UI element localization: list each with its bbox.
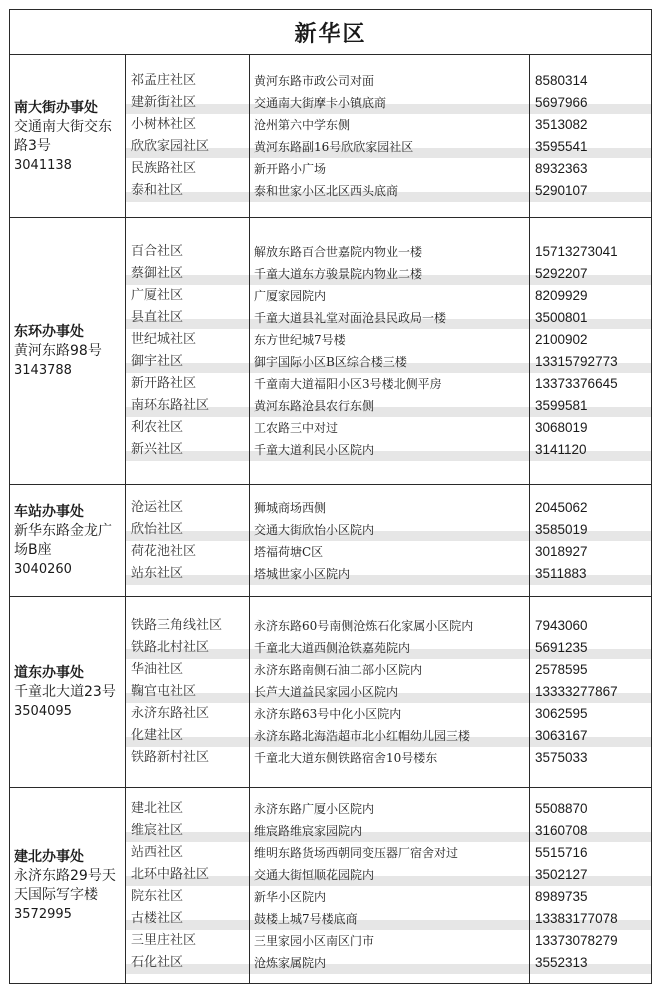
office-block (10, 485, 652, 597)
community-address: 永济东路南侧石油二部小区院内 (254, 663, 423, 677)
community-address: 交通大街欣怡小区院内 (250, 519, 529, 541)
community-phone: 3513082 (535, 117, 588, 132)
community-name: 欣欣家园社区 (126, 136, 249, 158)
community-phone: 2045062 (535, 499, 588, 515)
community-phone-list (530, 218, 651, 484)
community-address: 沧炼家属院内 (250, 952, 529, 974)
office-phone: 3041138 (14, 157, 72, 173)
community-name-list (126, 218, 249, 484)
community-phone-list (530, 788, 651, 983)
community-address: 黄河东路副16号欣欣家园社区 (250, 136, 529, 158)
community-address: 新开路小广场 (254, 162, 327, 176)
community-phone: 2578595 (535, 662, 588, 677)
community-name: 院东社区 (131, 888, 184, 904)
community-name: 维宸社区 (126, 820, 249, 842)
community-phone: 3062595 (535, 706, 588, 721)
community-name-column (126, 597, 250, 788)
community-phone-column (530, 218, 652, 485)
community-address: 塔福荷塘C区 (254, 544, 324, 559)
community-address: 千童南大道福阳小区3号楼北侧平房 (254, 377, 442, 391)
community-phone: 3500801 (530, 307, 651, 329)
community-address: 塔城世家小区院内 (250, 563, 529, 585)
district-title: 新华区 (10, 10, 652, 55)
community-name-list (126, 55, 249, 217)
community-phone: 3595541 (530, 136, 651, 158)
community-address-list (250, 597, 529, 787)
community-phone: 13315792773 (530, 351, 651, 373)
community-address: 长芦大道益民家园小区院内 (250, 681, 529, 703)
community-phone: 3552313 (530, 952, 651, 974)
community-phone-column (530, 485, 652, 597)
community-name: 铁路新村社区 (131, 750, 210, 765)
community-phone-list (530, 597, 651, 787)
community-name: 新兴社区 (126, 439, 249, 461)
community-address: 黄河东路市政公司对面 (254, 74, 375, 88)
community-phone: 3018927 (535, 543, 588, 559)
community-phone: 3063167 (530, 725, 651, 747)
office-phone: 3143788 (14, 363, 72, 378)
community-phone: 8209929 (535, 288, 588, 303)
community-name: 华油社区 (131, 662, 184, 677)
community-address-column (250, 218, 530, 485)
community-phone: 5508870 (535, 800, 588, 816)
community-address-list (250, 55, 529, 217)
community-phone: 13333277867 (530, 681, 651, 703)
office-name: 东环办事处 (14, 324, 84, 340)
community-phone: 13373376645 (535, 376, 618, 391)
office-name: 建北办事处 (14, 849, 84, 865)
community-name-list (126, 597, 249, 787)
community-phone: 15713273041 (535, 244, 618, 259)
office-info (14, 788, 121, 983)
community-phone: 2100902 (535, 332, 588, 347)
community-address: 千童大道东方骏景院内物业二楼 (250, 263, 529, 285)
community-name: 北环中路社区 (126, 864, 249, 886)
office-block (10, 788, 652, 984)
community-phone: 5697966 (530, 92, 651, 114)
community-address: 永济东路北海浩超市北小红帽幼儿园三楼 (250, 725, 529, 747)
community-address-column (250, 55, 530, 218)
community-address: 广厦家园院内 (254, 289, 327, 303)
office-block (10, 218, 652, 485)
office-info-cell (10, 55, 126, 218)
community-address: 千童北大道西侧沧铁嘉苑院内 (250, 637, 529, 659)
office-info (14, 597, 121, 787)
community-name: 县直社区 (126, 307, 249, 329)
office-info (14, 55, 121, 217)
office-info-cell (10, 597, 126, 788)
community-address-list (250, 485, 529, 596)
community-phone: 5292207 (530, 263, 651, 285)
office-address: 永济东路29号天天国际写字楼 (14, 868, 116, 903)
community-phone: 13383177078 (530, 908, 651, 930)
community-address-column (250, 485, 530, 597)
community-address: 御宇国际小区B区综合楼三楼 (250, 351, 529, 373)
community-phone: 8580314 (535, 73, 588, 88)
community-address: 维宸路维宸家园院内 (250, 820, 529, 842)
community-phone: 3585019 (530, 519, 651, 541)
directory-sheet (9, 9, 651, 975)
community-address: 永济东路63号中化小区院内 (254, 707, 402, 721)
community-address: 三里家园小区南区门市 (254, 933, 375, 948)
office-name: 道东办事处 (14, 665, 84, 681)
community-phone-list (530, 485, 651, 596)
office-info (14, 218, 121, 484)
community-name: 站东社区 (126, 563, 249, 585)
office-name: 南大街办事处 (14, 99, 98, 116)
directory-table (9, 9, 652, 984)
community-name: 建新街社区 (126, 92, 249, 114)
community-address: 交通大街恒顺花园院内 (250, 864, 529, 886)
community-phone: 3575033 (535, 750, 588, 765)
community-name: 广厦社区 (131, 288, 184, 303)
office-phone: 3040260 (14, 562, 72, 577)
community-name-column (126, 218, 250, 485)
community-address: 千童北大道东侧铁路宿舍10号楼东 (254, 751, 438, 765)
community-name: 蔡御社区 (126, 263, 249, 285)
community-phone: 5515716 (535, 844, 588, 860)
community-phone: 5290107 (530, 180, 651, 202)
community-name: 民族路社区 (131, 161, 197, 176)
community-phone-column (530, 597, 652, 788)
community-name: 利农社区 (131, 420, 184, 435)
community-phone-list (530, 55, 651, 217)
community-name: 小树林社区 (131, 117, 197, 132)
community-name: 祁孟庄社区 (131, 73, 197, 88)
office-address: 千童北大道23号 (14, 684, 116, 700)
community-address-column (250, 597, 530, 788)
office-block (10, 597, 652, 788)
community-address: 解放东路百合世嘉院内物业一楼 (254, 245, 423, 259)
community-phone: 3141120 (530, 439, 651, 461)
community-address: 鼓楼上城7号楼底商 (250, 908, 529, 930)
community-name: 古楼社区 (126, 908, 249, 930)
community-name: 百合社区 (131, 244, 184, 259)
community-name: 铁路三角线社区 (131, 618, 223, 633)
community-name-column (126, 55, 250, 218)
office-info-cell (10, 218, 126, 485)
community-phone: 13373078279 (535, 932, 618, 948)
community-address: 沧州第六中学东侧 (254, 118, 351, 132)
community-name: 御宇社区 (126, 351, 249, 373)
community-name-list (126, 485, 249, 596)
community-name: 建北社区 (131, 800, 184, 816)
office-name: 车站办事处 (14, 504, 84, 520)
community-address: 交通南大街摩卡小镇底商 (250, 92, 529, 114)
office-address: 交通南大街交东路3号 (14, 118, 112, 154)
community-name: 鞠官屯社区 (126, 681, 249, 703)
community-phone: 3502127 (530, 864, 651, 886)
community-name: 站西社区 (131, 844, 184, 860)
office-info-cell (10, 788, 126, 984)
community-address: 泰和世家小区北区西头底商 (250, 180, 529, 202)
office-info-cell (10, 485, 126, 597)
community-name-column (126, 788, 250, 984)
community-name: 世纪城社区 (131, 332, 197, 347)
community-address-list (250, 218, 529, 484)
community-phone-column (530, 55, 652, 218)
community-address: 永济东路60号南侧沧炼石化家属小区院内 (254, 619, 474, 633)
community-name: 新开路社区 (131, 376, 197, 391)
community-name: 荷花池社区 (131, 543, 197, 559)
office-address: 新华东路金龙广场B座 (14, 523, 112, 558)
community-name: 石化社区 (126, 952, 249, 974)
community-address: 维明东路货场西朝同变压器厂宿舍对过 (254, 845, 459, 860)
office-block (10, 55, 652, 218)
community-address: 千童大道利民小区院内 (250, 439, 529, 461)
community-name: 铁路北村社区 (126, 637, 249, 659)
community-address: 永济东路广厦小区院内 (254, 801, 375, 816)
community-phone: 3599581 (530, 395, 651, 417)
community-name: 三里庄社区 (131, 932, 197, 948)
community-name: 永济东路社区 (131, 706, 210, 721)
community-phone: 3160708 (530, 820, 651, 842)
community-name-column (126, 485, 250, 597)
office-phone: 3572995 (14, 907, 72, 922)
community-name: 沧运社区 (131, 499, 184, 515)
community-name: 泰和社区 (126, 180, 249, 202)
community-name: 欣怡社区 (126, 519, 249, 541)
community-address: 东方世纪城7号楼 (254, 333, 346, 347)
community-name: 南环东路社区 (126, 395, 249, 417)
community-address: 新华小区院内 (254, 889, 327, 904)
community-name: 化建社区 (126, 725, 249, 747)
community-phone: 5691235 (530, 637, 651, 659)
community-address: 狮城商场西侧 (254, 500, 327, 515)
community-phone: 7943060 (535, 618, 588, 633)
community-address-column (250, 788, 530, 984)
community-address: 黄河东路沧县农行东侧 (250, 395, 529, 417)
title-row (10, 10, 652, 55)
community-phone: 3068019 (535, 420, 588, 435)
community-address: 千童大道县礼堂对面沧县民政局一楼 (250, 307, 529, 329)
community-name-list (126, 788, 249, 983)
office-info (14, 485, 121, 596)
community-phone: 8932363 (535, 161, 588, 176)
community-address: 工农路三中对过 (254, 421, 339, 435)
community-address-list (250, 788, 529, 983)
community-phone: 8989735 (535, 888, 588, 904)
office-phone: 3504095 (14, 704, 72, 719)
community-phone: 3511883 (530, 563, 651, 585)
office-address: 黄河东路98号 (14, 343, 102, 359)
community-phone-column (530, 788, 652, 984)
